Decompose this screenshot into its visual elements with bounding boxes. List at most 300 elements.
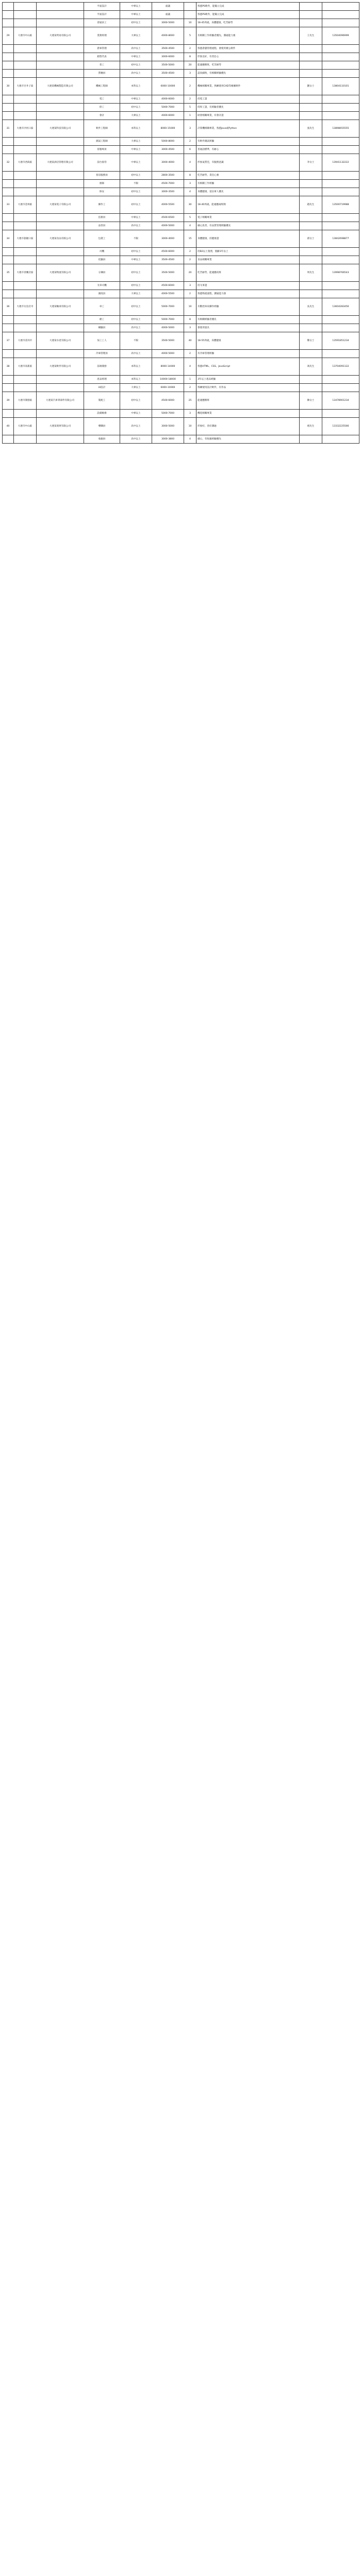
area-cell <box>14 350 37 358</box>
headcount-cell: 8 <box>184 172 196 180</box>
education-cell: 中專以上 <box>120 3 152 11</box>
table-row <box>3 53 359 61</box>
headcount-cell <box>184 11 196 19</box>
area-cell: 大連市高新區 <box>14 358 37 376</box>
table-row <box>3 138 359 146</box>
headcount-cell: 6 <box>184 146 196 154</box>
salary-cell: 4000-5000 <box>152 222 184 230</box>
area-cell <box>14 3 37 11</box>
seq-cell <box>3 11 14 19</box>
phone-cell <box>322 256 359 264</box>
contact-cell <box>300 180 322 188</box>
phone-cell <box>322 112 359 120</box>
salary-cell: 3500-5000 <box>152 332 184 350</box>
phone-cell <box>322 316 359 324</box>
table-row <box>3 230 359 248</box>
headcount-cell: 2 <box>184 78 196 95</box>
salary-cell: 3500-4500 <box>152 256 184 264</box>
contact-cell: 褚先生 <box>300 418 322 435</box>
headcount-cell: 25 <box>184 392 196 410</box>
headcount-cell: 3 <box>184 324 196 332</box>
requirements-cell: 持電工證 <box>196 95 300 104</box>
education-cell: 初中以上 <box>120 264 152 282</box>
education-cell: 本科以上 <box>120 376 152 384</box>
company-cell <box>37 376 84 384</box>
job-title-cell: 化驗員 <box>84 256 120 264</box>
company-cell <box>37 11 84 19</box>
salary-cell: 10000-18000 <box>152 376 184 384</box>
job-title-cell: 質檢員 <box>84 70 120 78</box>
headcount-cell: 40 <box>184 332 196 350</box>
company-cell: 大連某軟件有限公司 <box>37 358 84 376</box>
seq-cell <box>3 214 14 222</box>
education-cell: 初中以上 <box>120 248 152 256</box>
seq-cell <box>3 222 14 230</box>
area-cell <box>14 61 37 70</box>
contact-cell <box>300 316 322 324</box>
salary-cell: 3500-5000 <box>152 61 184 70</box>
area-cell <box>14 435 37 444</box>
phone-cell <box>322 324 359 332</box>
job-title-cell: 裝配工 <box>84 392 120 410</box>
contact-cell <box>300 11 322 19</box>
salary-cell: 3000-3500 <box>152 188 184 196</box>
table-row <box>3 104 359 112</box>
job-title-cell: 車工 <box>84 298 120 316</box>
area-cell <box>14 214 37 222</box>
company-cell: 大連某機械製造有限公司 <box>37 78 84 95</box>
seq-cell: 30 <box>3 78 14 95</box>
table-row <box>3 256 359 264</box>
contact-cell <box>300 138 322 146</box>
contact-cell <box>300 256 322 264</box>
salary-cell: 4500-7000 <box>152 180 184 188</box>
area-cell <box>14 282 37 290</box>
job-title-cell: 分揀員 <box>84 264 120 282</box>
seq-cell <box>3 435 14 444</box>
seq-cell <box>3 248 14 256</box>
area-cell <box>14 410 37 418</box>
area-cell <box>14 376 37 384</box>
job-title-cell: 操作工 <box>84 196 120 214</box>
education-cell: 本科以上 <box>120 358 152 376</box>
job-title-cell: 設備維修 <box>84 410 120 418</box>
table-row <box>3 264 359 282</box>
company-cell <box>37 350 84 358</box>
phone-cell <box>322 146 359 154</box>
area-cell <box>14 53 37 61</box>
table-row <box>3 146 359 154</box>
requirements-cell: 吃苦耐勞，能適應夜班 <box>196 264 300 282</box>
contact-cell: 周先生 <box>300 264 322 282</box>
contact-cell: 趙先生 <box>300 196 322 214</box>
phone-cell: 13842698877 <box>322 230 359 248</box>
education-cell: 初中以上 <box>120 19 152 27</box>
table-row <box>3 410 359 418</box>
company-cell <box>37 324 84 332</box>
education-cell: 高中以上 <box>120 350 152 358</box>
seq-cell <box>3 138 14 146</box>
table-row <box>3 11 359 19</box>
phone-cell <box>322 172 359 180</box>
headcount-cell: 3 <box>184 180 196 188</box>
job-title-cell: 客房服務員 <box>84 172 120 180</box>
table-row <box>3 19 359 27</box>
area-cell <box>14 70 37 78</box>
area-cell: 大連市普蘭店區 <box>14 264 37 282</box>
company-cell <box>37 384 84 392</box>
job-title-cell: 產品經理 <box>84 376 120 384</box>
requirements-cell: 細心負責，有品質管理經驗優先 <box>196 222 300 230</box>
salary-cell: 3000-3800 <box>152 435 184 444</box>
company-cell: 大連某汽車零部件有限公司 <box>37 392 84 410</box>
contact-cell <box>300 146 322 154</box>
headcount-cell: 1 <box>184 112 196 120</box>
seq-cell <box>3 61 14 70</box>
education-cell: 初中以上 <box>120 392 152 410</box>
contact-cell <box>300 282 322 290</box>
phone-cell <box>322 45 359 53</box>
requirements-cell: 吃苦耐勞，責任心強 <box>196 172 300 180</box>
contact-cell <box>300 70 322 78</box>
salary-cell: 4000-5000 <box>152 350 184 358</box>
table-row <box>3 358 359 376</box>
company-cell <box>37 112 84 120</box>
company-cell: 大連某軸承有限公司 <box>37 298 84 316</box>
phone-cell <box>322 376 359 384</box>
salary-cell: 5000-7000 <box>152 410 184 418</box>
requirements-cell: 財會相關專業，有會計證 <box>196 112 300 120</box>
area-cell <box>14 112 37 120</box>
requirements-cell: 會使用量具 <box>196 324 300 332</box>
education-cell: 大專以上 <box>120 27 152 45</box>
area-cell: 大連市旅順口區 <box>14 230 37 248</box>
education-cell: 高中以上 <box>120 324 152 332</box>
requirements-cell: 能適應倒班 <box>196 392 300 410</box>
education-cell: 初中以上 <box>120 282 152 290</box>
salary-cell: 面議 <box>152 3 184 11</box>
table-row <box>3 435 359 444</box>
requirements-cell: 食品相關專業 <box>196 256 300 264</box>
seq-cell: 40 <box>3 418 14 435</box>
table-row <box>3 290 359 298</box>
phone-cell <box>322 410 359 418</box>
seq-cell: 33 <box>3 196 14 214</box>
area-cell <box>14 19 37 27</box>
contact-cell <box>300 104 322 112</box>
company-cell: 大連某酒店管理有限公司 <box>37 154 84 172</box>
headcount-cell: 2 <box>184 45 196 53</box>
contact-cell <box>300 324 322 332</box>
requirements-cell: 機電相關專業 <box>196 410 300 418</box>
contact-cell <box>300 19 322 27</box>
headcount-cell: 10 <box>184 418 196 435</box>
requirements-cell: 熟練使用設計軟件，有作品 <box>196 384 300 392</box>
education-cell: 本科以上 <box>120 120 152 138</box>
salary-cell: 4500-6500 <box>152 214 184 222</box>
headcount-cell <box>184 3 196 11</box>
seq-cell <box>3 112 14 120</box>
table-row <box>3 45 359 53</box>
company-cell <box>37 3 84 11</box>
job-title-cell: 導購員 <box>84 418 120 435</box>
area-cell <box>14 104 37 112</box>
job-title-cell: 前端開發 <box>84 358 120 376</box>
company-cell <box>37 290 84 298</box>
job-title-cell: 保安 <box>84 188 120 196</box>
phone-cell <box>322 180 359 188</box>
education-cell: 高中以上 <box>120 435 152 444</box>
seq-cell <box>3 70 14 78</box>
education-cell: 大專以上 <box>120 290 152 298</box>
seq-cell: 34 <box>3 230 14 248</box>
area-cell <box>14 248 37 256</box>
salary-cell: 3500-4500 <box>152 45 184 53</box>
job-title-cell: 包裝工 <box>84 230 120 248</box>
company-cell <box>37 172 84 180</box>
salary-cell: 4000-6000 <box>152 95 184 104</box>
table-row <box>3 120 359 138</box>
seq-cell <box>3 188 14 196</box>
job-title-cell: 測試工程師 <box>84 138 120 146</box>
company-cell <box>37 410 84 418</box>
company-cell <box>37 95 84 104</box>
headcount-cell: 4 <box>184 435 196 444</box>
job-title-cell: 會計 <box>84 112 120 120</box>
education-cell: 初中以上 <box>120 188 152 196</box>
job-title-cell: 加工工人 <box>84 332 120 350</box>
contact-cell: 張先生 <box>300 120 322 138</box>
phone-cell <box>322 214 359 222</box>
headcount-cell: 4 <box>184 358 196 376</box>
salary-cell: 5000-7000 <box>152 316 184 324</box>
education-cell: 初中以上 <box>120 61 152 70</box>
table-row <box>3 78 359 95</box>
requirements-cell: 有相關經驗者優先 <box>196 316 300 324</box>
area-cell <box>14 11 37 19</box>
contact-cell: 劉女士 <box>300 78 322 95</box>
job-title-cell: 技術員 <box>84 214 120 222</box>
contact-cell: 王先生 <box>300 27 322 45</box>
seq-cell <box>3 256 14 264</box>
area-cell: 大連市金州區 <box>14 196 37 214</box>
area-cell <box>14 45 37 53</box>
education-cell: 不限 <box>120 332 152 350</box>
requirements-cell: 認真細致，有相關經驗優先 <box>196 70 300 78</box>
area-cell <box>14 146 37 154</box>
table-row <box>3 3 359 11</box>
seq-cell <box>3 316 14 324</box>
contact-cell <box>300 172 322 180</box>
education-cell: 大專以上 <box>120 138 152 146</box>
education-cell: 大專以上 <box>120 112 152 120</box>
education-cell: 中專以上 <box>120 95 152 104</box>
seq-cell <box>3 376 14 384</box>
company-cell <box>37 188 84 196</box>
company-cell <box>37 45 84 53</box>
table-row <box>3 282 359 290</box>
seq-cell: 29 <box>3 27 14 45</box>
job-title-cell: 調度員 <box>84 290 120 298</box>
requirements-cell: 持叉車證 <box>196 282 300 290</box>
phone-cell <box>322 11 359 19</box>
contact-cell: 吳先生 <box>300 298 322 316</box>
seq-cell: 37 <box>3 332 14 350</box>
company-cell: 大連某電子有限公司 <box>37 196 84 214</box>
requirements-cell: 形象好，善於溝通 <box>196 418 300 435</box>
table-row <box>3 70 359 78</box>
seq-cell <box>3 146 14 154</box>
headcount-cell: 4 <box>184 188 196 196</box>
salary-cell: 5000-7000 <box>152 104 184 112</box>
contact-cell <box>300 214 322 222</box>
requirements-cell: 18-40周歲，能適應兩班倒 <box>196 196 300 214</box>
area-cell: 大連市中山區 <box>14 418 37 435</box>
company-cell <box>37 104 84 112</box>
headcount-cell: 3 <box>184 120 196 138</box>
company-cell: 大連某科技有限公司 <box>37 120 84 138</box>
area-cell: 大連市莊河市 <box>14 332 37 350</box>
seq-cell <box>3 290 14 298</box>
education-cell: 初中以上 <box>120 316 152 324</box>
area-cell <box>14 188 37 196</box>
requirements-cell: 身體健康，持健康證 <box>196 230 300 248</box>
table-row <box>3 112 359 120</box>
requirements-cell: 持B2以上駕照，駕齡3年以上 <box>196 248 300 256</box>
company-cell <box>37 53 84 61</box>
job-title-cell: 磨工 <box>84 316 120 324</box>
contact-cell: 鄭女士 <box>300 332 322 350</box>
requirements-cell: 形象氣質佳，有服務意識 <box>196 154 300 172</box>
area-cell <box>14 384 37 392</box>
education-cell: 中專以上 <box>120 154 152 172</box>
seq-cell: 39 <box>3 392 14 410</box>
company-cell <box>37 70 84 78</box>
salary-cell: 3000-5000 <box>152 19 184 27</box>
area-cell: 大連市中山區 <box>14 27 37 45</box>
headcount-cell: 1 <box>184 376 196 384</box>
requirements-cell: 有數控車床操作經驗 <box>196 298 300 316</box>
phone-cell <box>322 188 359 196</box>
contact-cell <box>300 410 322 418</box>
contact-cell <box>300 290 322 298</box>
requirements-cell: 熟悉PS軟件，能獨立完成 <box>196 3 300 11</box>
education-cell: 大專以上 <box>120 384 152 392</box>
phone-cell <box>322 350 359 358</box>
table-row <box>3 172 359 180</box>
phone-cell: 13941132222 <box>322 154 359 172</box>
contact-cell: 李女士 <box>300 154 322 172</box>
phone-cell <box>322 282 359 290</box>
contact-cell <box>300 384 322 392</box>
table-row <box>3 196 359 214</box>
job-title-cell: 司機 <box>84 248 120 256</box>
requirements-cell: 有相關工作經驗者優先，溝通能力強 <box>196 27 300 45</box>
headcount-cell: 10 <box>184 19 196 27</box>
company-cell: 大連某水產有限公司 <box>37 332 84 350</box>
company-cell <box>37 61 84 70</box>
table-row <box>3 248 359 256</box>
company-cell <box>37 19 84 27</box>
requirements-cell: 機械相關專業，熟練使用CAD等繪圖軟件 <box>196 78 300 95</box>
company-cell: 大連某食品有限公司 <box>37 230 84 248</box>
phone-cell <box>322 53 359 61</box>
seq-cell: 31 <box>3 120 14 138</box>
seq-cell <box>3 324 14 332</box>
salary-cell: 3000-5000 <box>152 418 184 435</box>
table-row <box>3 188 359 196</box>
contact-cell <box>300 248 322 256</box>
area-cell: 大連市開發區 <box>14 392 37 410</box>
headcount-cell: 5 <box>184 104 196 112</box>
seq-cell <box>3 95 14 104</box>
phone-cell <box>322 248 359 256</box>
headcount-cell: 4 <box>184 222 196 230</box>
company-cell <box>37 256 84 264</box>
job-title-cell: 焊工 <box>84 104 120 112</box>
seq-cell <box>3 172 14 180</box>
requirements-cell: 有相關工作經驗 <box>196 180 300 188</box>
phone-cell: 13504096999 <box>322 27 359 45</box>
table-row <box>3 384 359 392</box>
table-row <box>3 332 359 350</box>
phone-cell: 13704091122 <box>322 358 359 376</box>
job-title-cell: 機械工程師 <box>84 78 120 95</box>
job-title-cell: 品管員 <box>84 222 120 230</box>
job-title-cell: 倉庫管理 <box>84 45 120 53</box>
salary-cell: 3000-4500 <box>152 146 184 154</box>
area-cell: 大連市沙河口區 <box>14 120 37 138</box>
seq-cell <box>3 45 14 53</box>
contact-cell <box>300 3 322 11</box>
phone-cell <box>322 138 359 146</box>
requirements-cell: 持焊工證，有經驗者優先 <box>196 104 300 112</box>
job-title-cell: 前台接待 <box>84 154 120 172</box>
headcount-cell: 3 <box>184 410 196 418</box>
education-cell: 高中以上 <box>120 418 152 435</box>
headcount-cell: 2 <box>184 290 196 298</box>
table-row <box>3 350 359 358</box>
phone-cell: 13804110101 <box>322 78 359 95</box>
phone-cell: 13500719988 <box>322 196 359 214</box>
job-title-cell: 普通員工 <box>84 19 120 27</box>
requirements-cell: 熟悉倉儲管理流程，會使用辦公軟件 <box>196 45 300 53</box>
education-cell: 中專以上 <box>120 146 152 154</box>
contact-cell <box>300 188 322 196</box>
job-title-cell: 普工 <box>84 61 120 70</box>
seq-cell <box>3 350 14 358</box>
headcount-cell: 3 <box>184 70 196 78</box>
headcount-cell: 20 <box>184 61 196 70</box>
salary-cell: 4000-6000 <box>152 112 184 120</box>
requirements-cell: 計算機相關專業，熟悉Java或Python <box>196 120 300 138</box>
phone-cell <box>322 290 359 298</box>
job-title-cell: 電工 <box>84 95 120 104</box>
headcount-cell: 30 <box>184 196 196 214</box>
company-cell <box>37 214 84 222</box>
phone-cell: 13478901234 <box>322 392 359 410</box>
job-title-cell: 客服專員 <box>84 146 120 154</box>
seq-cell <box>3 180 14 188</box>
requirements-cell: 能適應倒班，吃苦耐勞 <box>196 61 300 70</box>
seq-cell <box>3 3 14 11</box>
seq-cell <box>3 384 14 392</box>
table-row <box>3 222 359 230</box>
salary-cell: 3000-6000 <box>152 53 184 61</box>
headcount-cell: 2 <box>184 95 196 104</box>
education-cell: 中專以上 <box>120 410 152 418</box>
phone-cell <box>322 3 359 11</box>
